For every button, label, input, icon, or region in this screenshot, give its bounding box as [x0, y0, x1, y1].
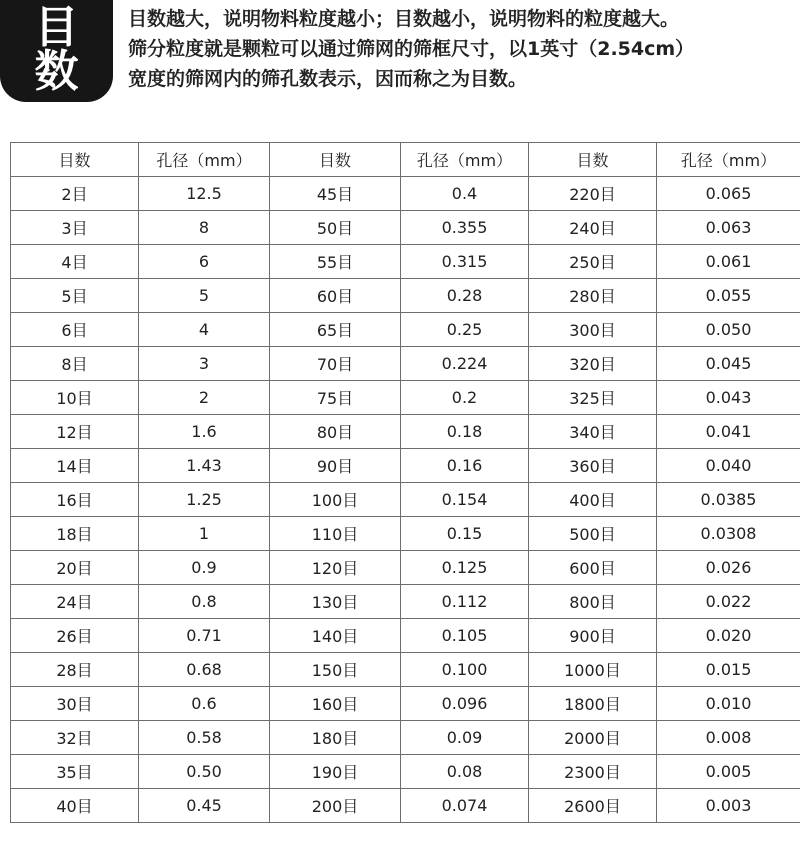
mesh-cell: 360目 — [529, 449, 657, 483]
mesh-cell: 6目 — [11, 313, 139, 347]
mesh-cell: 14目 — [11, 449, 139, 483]
mesh-cell: 2600目 — [529, 789, 657, 823]
aperture-cell: 0.6 — [139, 687, 270, 721]
aperture-cell: 1.43 — [139, 449, 270, 483]
aperture-cell: 0.041 — [657, 415, 800, 449]
mesh-cell: 1000目 — [529, 653, 657, 687]
mesh-cell: 240目 — [529, 211, 657, 245]
aperture-cell: 0.08 — [401, 755, 529, 789]
aperture-cell: 0.2 — [401, 381, 529, 415]
mesh-cell: 320目 — [529, 347, 657, 381]
mesh-cell: 340目 — [529, 415, 657, 449]
aperture-cell: 0.022 — [657, 585, 800, 619]
table-row — [11, 313, 800, 347]
table-row — [11, 245, 800, 279]
mesh-cell: 2300目 — [529, 755, 657, 789]
aperture-cell: 0.50 — [139, 755, 270, 789]
aperture-cell: 0.68 — [139, 653, 270, 687]
header-mesh-2: 目数 — [270, 143, 401, 177]
title-badge-char-2: 数 — [35, 50, 79, 94]
aperture-cell: 0.125 — [401, 551, 529, 585]
mesh-cell: 24目 — [11, 585, 139, 619]
aperture-cell: 6 — [139, 245, 270, 279]
mesh-cell: 60目 — [270, 279, 401, 313]
aperture-cell: 4 — [139, 313, 270, 347]
table-row — [11, 585, 800, 619]
mesh-cell: 180目 — [270, 721, 401, 755]
aperture-cell: 0.005 — [657, 755, 800, 789]
intro-paragraph — [128, 4, 798, 94]
aperture-cell: 0.096 — [401, 687, 529, 721]
mesh-cell: 26目 — [11, 619, 139, 653]
table-row — [11, 279, 800, 313]
aperture-cell: 8 — [139, 211, 270, 245]
mesh-cell: 20目 — [11, 551, 139, 585]
header-aperture-1: 孔径（mm） — [139, 143, 270, 177]
aperture-cell: 0.4 — [401, 177, 529, 211]
mesh-cell: 600目 — [529, 551, 657, 585]
aperture-cell: 0.065 — [657, 177, 800, 211]
mesh-cell: 65目 — [270, 313, 401, 347]
aperture-cell: 0.18 — [401, 415, 529, 449]
table-row — [11, 789, 800, 823]
mesh-cell: 12目 — [11, 415, 139, 449]
aperture-cell: 0.0308 — [657, 517, 800, 551]
aperture-cell: 0.045 — [657, 347, 800, 381]
aperture-cell: 0.45 — [139, 789, 270, 823]
aperture-cell: 0.105 — [401, 619, 529, 653]
mesh-cell: 28目 — [11, 653, 139, 687]
mesh-table-container — [10, 142, 800, 842]
aperture-cell: 0.8 — [139, 585, 270, 619]
aperture-cell: 0.0385 — [657, 483, 800, 517]
mesh-cell: 800目 — [529, 585, 657, 619]
mesh-cell: 8目 — [11, 347, 139, 381]
mesh-cell: 3目 — [11, 211, 139, 245]
aperture-cell: 1.25 — [139, 483, 270, 517]
aperture-cell: 0.063 — [657, 211, 800, 245]
mesh-cell: 130目 — [270, 585, 401, 619]
header-aperture-2: 孔径（mm） — [401, 143, 529, 177]
table-row — [11, 177, 800, 211]
table-row — [11, 619, 800, 653]
aperture-cell: 0.061 — [657, 245, 800, 279]
mesh-cell: 35目 — [11, 755, 139, 789]
mesh-cell: 90目 — [270, 449, 401, 483]
aperture-cell: 0.154 — [401, 483, 529, 517]
aperture-cell: 0.16 — [401, 449, 529, 483]
mesh-cell: 5目 — [11, 279, 139, 313]
table-row — [11, 653, 800, 687]
aperture-cell: 0.043 — [657, 381, 800, 415]
mesh-cell: 50目 — [270, 211, 401, 245]
mesh-cell: 45目 — [270, 177, 401, 211]
aperture-cell: 2 — [139, 381, 270, 415]
mesh-cell: 280目 — [529, 279, 657, 313]
mesh-cell: 70目 — [270, 347, 401, 381]
table-row — [11, 449, 800, 483]
mesh-cell: 325目 — [529, 381, 657, 415]
mesh-cell: 400目 — [529, 483, 657, 517]
intro-line: 筛分粒度就是颗粒可以通过筛网的筛框尺寸，以1英寸（2.54cm） — [128, 34, 798, 64]
table-header-row — [11, 143, 800, 177]
mesh-cell: 2000目 — [529, 721, 657, 755]
aperture-cell: 0.58 — [139, 721, 270, 755]
mesh-cell: 100目 — [270, 483, 401, 517]
mesh-cell: 140目 — [270, 619, 401, 653]
aperture-cell: 0.050 — [657, 313, 800, 347]
table-row — [11, 755, 800, 789]
aperture-cell: 0.09 — [401, 721, 529, 755]
mesh-cell: 1800目 — [529, 687, 657, 721]
mesh-cell: 200目 — [270, 789, 401, 823]
title-badge-char-1: 目 — [35, 6, 79, 50]
aperture-cell: 0.100 — [401, 653, 529, 687]
table-row — [11, 381, 800, 415]
mesh-cell: 220目 — [529, 177, 657, 211]
table-row — [11, 483, 800, 517]
mesh-cell: 55目 — [270, 245, 401, 279]
mesh-cell: 500目 — [529, 517, 657, 551]
table-row — [11, 211, 800, 245]
aperture-cell: 5 — [139, 279, 270, 313]
mesh-cell: 2目 — [11, 177, 139, 211]
mesh-cell: 150目 — [270, 653, 401, 687]
intro-line: 宽度的筛网内的筛孔数表示，因而称之为目数。 — [128, 64, 798, 94]
aperture-cell: 0.008 — [657, 721, 800, 755]
aperture-cell: 0.055 — [657, 279, 800, 313]
table-row — [11, 551, 800, 585]
aperture-cell: 0.71 — [139, 619, 270, 653]
mesh-cell: 32目 — [11, 721, 139, 755]
mesh-cell: 4目 — [11, 245, 139, 279]
aperture-cell: 0.315 — [401, 245, 529, 279]
table-row — [11, 415, 800, 449]
aperture-cell: 0.28 — [401, 279, 529, 313]
mesh-cell: 250目 — [529, 245, 657, 279]
table-row — [11, 347, 800, 381]
aperture-cell: 3 — [139, 347, 270, 381]
mesh-cell: 18目 — [11, 517, 139, 551]
table-row — [11, 721, 800, 755]
mesh-cell: 160目 — [270, 687, 401, 721]
aperture-cell: 1 — [139, 517, 270, 551]
aperture-cell: 0.026 — [657, 551, 800, 585]
aperture-cell: 0.010 — [657, 687, 800, 721]
header-mesh-1: 目数 — [11, 143, 139, 177]
table-row — [11, 517, 800, 551]
aperture-cell: 0.015 — [657, 653, 800, 687]
mesh-cell: 80目 — [270, 415, 401, 449]
title-badge — [0, 0, 113, 102]
aperture-cell: 0.020 — [657, 619, 800, 653]
aperture-cell: 0.112 — [401, 585, 529, 619]
mesh-cell: 300目 — [529, 313, 657, 347]
mesh-cell: 190目 — [270, 755, 401, 789]
aperture-cell: 0.9 — [139, 551, 270, 585]
aperture-cell: 0.25 — [401, 313, 529, 347]
table-row — [11, 687, 800, 721]
mesh-size-table — [10, 142, 800, 823]
aperture-cell: 0.074 — [401, 789, 529, 823]
aperture-cell: 0.003 — [657, 789, 800, 823]
mesh-cell: 75目 — [270, 381, 401, 415]
aperture-cell: 0.355 — [401, 211, 529, 245]
mesh-cell: 900目 — [529, 619, 657, 653]
aperture-cell: 0.040 — [657, 449, 800, 483]
mesh-cell: 40目 — [11, 789, 139, 823]
mesh-cell: 16目 — [11, 483, 139, 517]
header-aperture-3: 孔径（mm） — [657, 143, 800, 177]
aperture-cell: 0.224 — [401, 347, 529, 381]
mesh-cell: 10目 — [11, 381, 139, 415]
mesh-cell: 120目 — [270, 551, 401, 585]
header-mesh-3: 目数 — [529, 143, 657, 177]
mesh-table-body — [11, 177, 800, 823]
aperture-cell: 0.15 — [401, 517, 529, 551]
aperture-cell: 1.6 — [139, 415, 270, 449]
aperture-cell: 12.5 — [139, 177, 270, 211]
intro-line: 目数越大，说明物料粒度越小；目数越小，说明物料的粒度越大。 — [128, 4, 798, 34]
mesh-cell: 30目 — [11, 687, 139, 721]
mesh-cell: 110目 — [270, 517, 401, 551]
